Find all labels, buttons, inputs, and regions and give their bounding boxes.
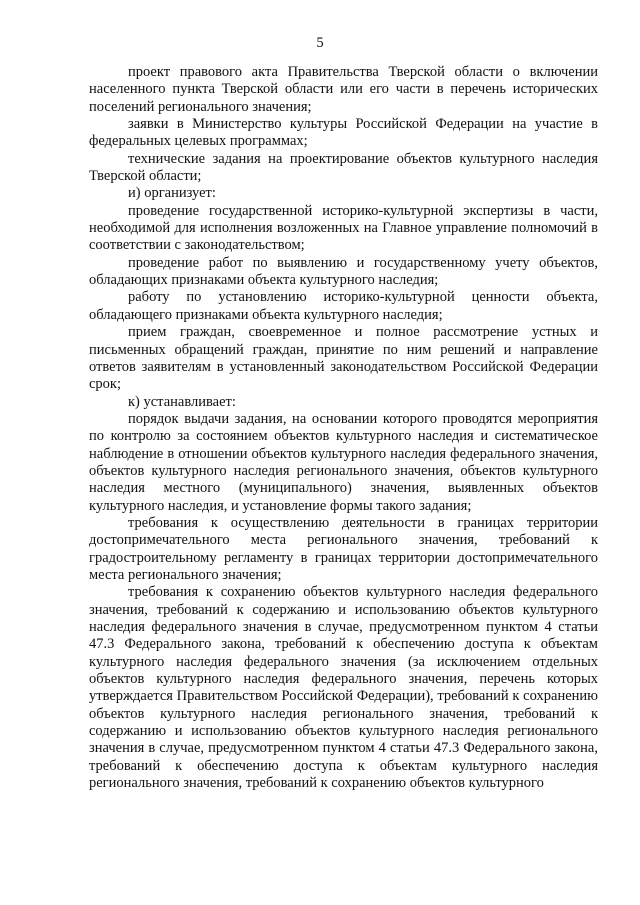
- paragraph: прием граждан, своевременное и полное рассмотрение устных и письменных обращений граждан, принятие по ним решений и направление ответов заявителям в установленный законодательством Российской Федерации срок;: [89, 324, 598, 393]
- paragraph: работу по установлению историко-культурной ценности объекта, обладающего признаками объекта культурного наследия;: [89, 289, 598, 323]
- paragraph: проведение работ по выявлению и государственному учету объектов, обладающих признаками объекта культурного наследия;: [89, 254, 598, 289]
- paragraph: технические задания на проектирование объектов культурного наследия Тверской области;: [89, 150, 598, 185]
- document-body: [89, 64, 598, 792]
- paragraph: порядок выдачи задания, на основании которого проводятся мероприятия по контролю за состоянием объектов культурного наследия и систематическое наблюдение в отношении объектов культурного наследия федерального значения, объектов культурного наследия регионального значения, объектов культурного наследия местного (муниципального) значения, выявленных объектов культурного наследия, и установление формы такого задания;: [89, 410, 598, 514]
- paragraph: требования к сохранению объектов культурного наследия федерального значения, требований к содержанию и использованию объектов культурного наследия федерального значения в случае, предусмотренном пунктом 4 статьи 47.3 Федерального закона, требований к обеспечению доступа к объектам культурного наследия федерального значения (за исключением отдельных объектов культурного наследия федерального значения, перечень которых утверждается Правительством Российской Федерации), требований к сохранению объектов культурного наследия регионального значения, требований к содержанию и использованию объектов культурного наследия регионального значения в случае, предусмотренном пунктом 4 статьи 47.3 Федерального закона, требований к обеспечению доступа к объектам культурного наследия регионального значения, требований к сохранению объектов культурного: [89, 584, 598, 792]
- paragraph: проведение государственной историко-культурной экспертизы в части, необходимой для исполнения возложенных на Главное управление полномочий в соответствии с законодательством;: [89, 202, 598, 254]
- paragraph: проект правового акта Правительства Тверской области о включении населенного пункта Тверской области или его части в перечень исторических поселений регионального значения;: [89, 64, 598, 115]
- paragraph: заявки в Министерство культуры Российской Федерации на участие в федеральных целевых программах;: [89, 116, 598, 150]
- section-heading: и) организует:: [128, 185, 216, 202]
- paragraph: требования к осуществлению деятельности в границах территории достопримечательного места регионального значения, требований к градостроительному регламенту в границах территории достопримечательного места регионального значения;: [89, 514, 598, 583]
- section-heading: к) устанавливает:: [128, 393, 236, 410]
- page-number: 5: [316, 35, 324, 51]
